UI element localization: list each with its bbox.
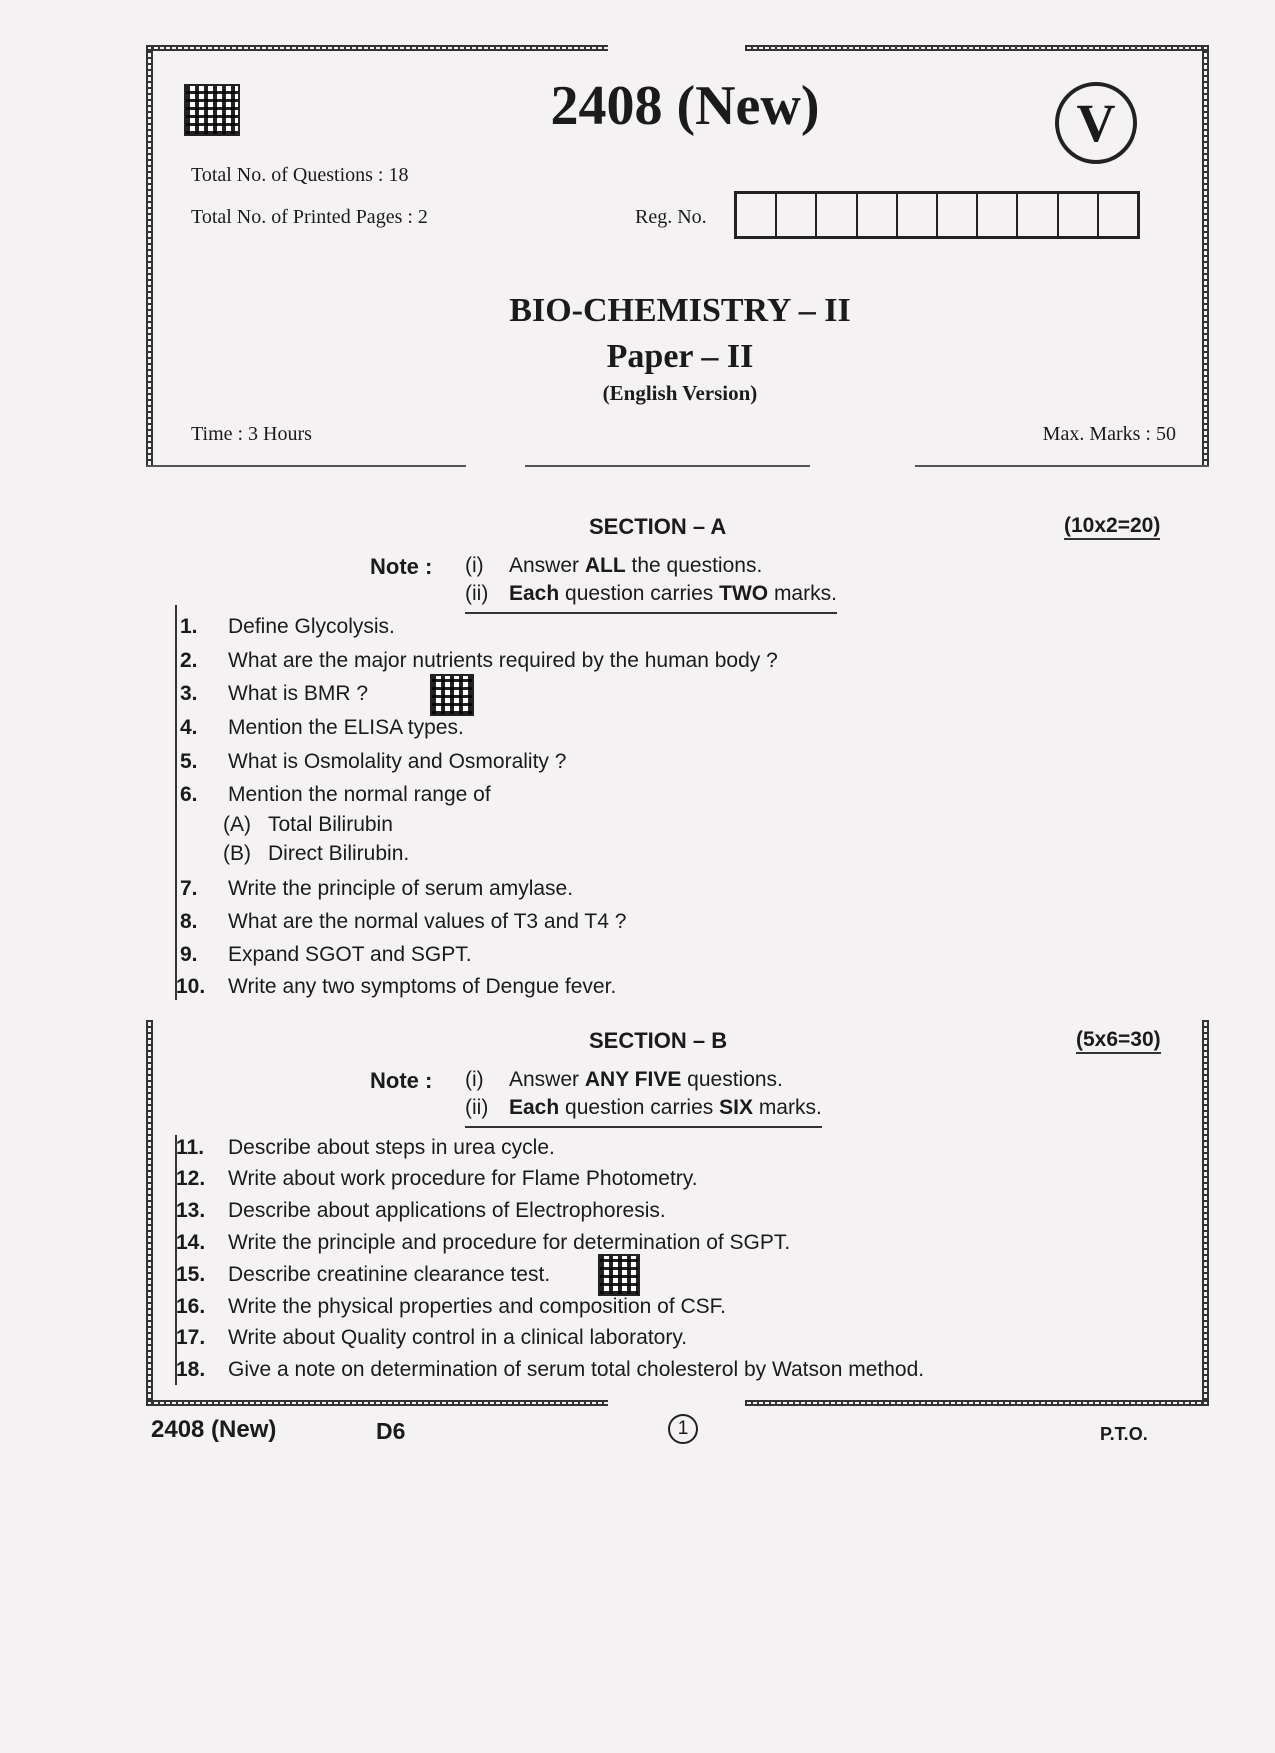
section-b-note-label: Note : [370,1068,433,1093]
reg-number-boxes [734,191,1140,239]
section-a-title: SECTION – A [589,514,727,539]
paper-title: Paper – II [606,338,754,375]
question-15: 15. Describe creatinine clearance test. [176,1263,551,1286]
question-13: 13. Describe about applications of Electrophoresis. [176,1199,666,1222]
section-b-border-bottom-left [146,1400,608,1406]
question-6-sub-a: (A) Total Bilirubin [223,813,393,836]
reg-number-box [938,194,978,236]
subject-title: BIO-CHEMISTRY – II [509,292,851,329]
section-b-note-1: (i) Answer ANY FIVE questions. [465,1068,783,1091]
page-number [668,1414,698,1444]
paper-code: 2408 (New) [550,75,820,137]
question-7: 7. Write the principle of serum amylase. [180,877,574,900]
barcode-icon [184,84,240,136]
section-a-note-2: (ii) Each question carries TWO marks. [465,582,837,614]
page-number-value: 1 [677,1418,689,1439]
total-questions: Total No. of Questions : 18 [191,164,409,186]
question-9: 9. Expand SGOT and SGPT. [180,943,472,966]
section-a-marks: (10x2=20) [1064,514,1160,540]
pto-label: P.T.O. [1100,1424,1148,1444]
reg-number-box [1018,194,1058,236]
question-8: 8. What are the normal values of T3 and T4 ? [180,910,627,933]
question-6: 6. Mention the normal range of [180,783,491,806]
reg-label: Reg. No. [635,206,707,228]
question-16: 16. Write the physical properties and composition of CSF. [176,1295,727,1318]
header-border-bottom-left [146,465,466,467]
reg-number-box [1059,194,1099,236]
question-17: 17. Write about Quality control in a clinical laboratory. [176,1326,688,1349]
question-12: 12. Write about work procedure for Flame Photometry. [176,1167,698,1190]
version-letter: V [1076,93,1116,153]
header-border-right [1202,45,1209,465]
question-4: 4. Mention the ELISA types. [180,716,464,739]
section-b-border-left [146,1020,153,1405]
note-roman: (ii) [465,1096,489,1119]
section-b-border-right [1202,1020,1209,1405]
footer-code: 2408 (New) [151,1416,277,1443]
question-11: 11. Describe about steps in urea cycle. [176,1136,555,1159]
header-border-top-right [745,45,1209,51]
section-a-note-1: (i) Answer ALL the questions. [465,554,763,577]
reg-number-box [737,194,777,236]
question-6-sub-b: (B) Direct Bilirubin. [223,842,410,865]
question-3: 3. What is BMR ? [180,682,369,705]
qr-code-icon [430,674,474,716]
note-roman: (i) [465,554,484,577]
reg-number-box [777,194,817,236]
section-b-border-bottom-right [745,1400,1209,1406]
reg-number-box [978,194,1018,236]
section-b-marks: (5x6=30) [1076,1028,1161,1054]
max-marks: Max. Marks : 50 [1042,423,1176,445]
version-badge [1055,82,1137,164]
question-5: 5. What is Osmolality and Osmorality ? [180,750,567,773]
question-1: 1. Define Glycolysis. [180,615,395,638]
header-border-top-left [146,45,608,51]
version-label: (English Version) [602,381,758,405]
section-b-note-2: (ii) Each question carries SIX marks. [465,1096,822,1128]
note-roman: (ii) [465,582,489,605]
question-18: 18. Give a note on determination of serum total cholesterol by Watson method. [176,1358,925,1381]
question-14: 14. Write the principle and procedure for determination of SGPT. [176,1231,791,1254]
note-roman: (i) [465,1068,484,1091]
footer-set: D6 [376,1418,406,1444]
section-b-title: SECTION – B [589,1028,728,1053]
question-10: 10. Write any two symptoms of Dengue fever. [176,975,617,998]
header-border-left [146,45,153,465]
time-label: Time : 3 Hours [191,423,312,445]
header-border-bottom-right [915,465,1209,467]
question-2: 2. What are the major nutrients required by the human body ? [180,649,778,672]
section-a-note-label: Note : [370,554,433,579]
reg-number-box [817,194,857,236]
reg-number-box [898,194,938,236]
total-pages: Total No. of Printed Pages : 2 [191,206,428,228]
header-border-bottom-mid [525,465,810,467]
reg-number-box [1099,194,1137,236]
section-a-margin-line [175,605,177,1000]
reg-number-box [858,194,898,236]
qr-code-icon [598,1254,640,1296]
